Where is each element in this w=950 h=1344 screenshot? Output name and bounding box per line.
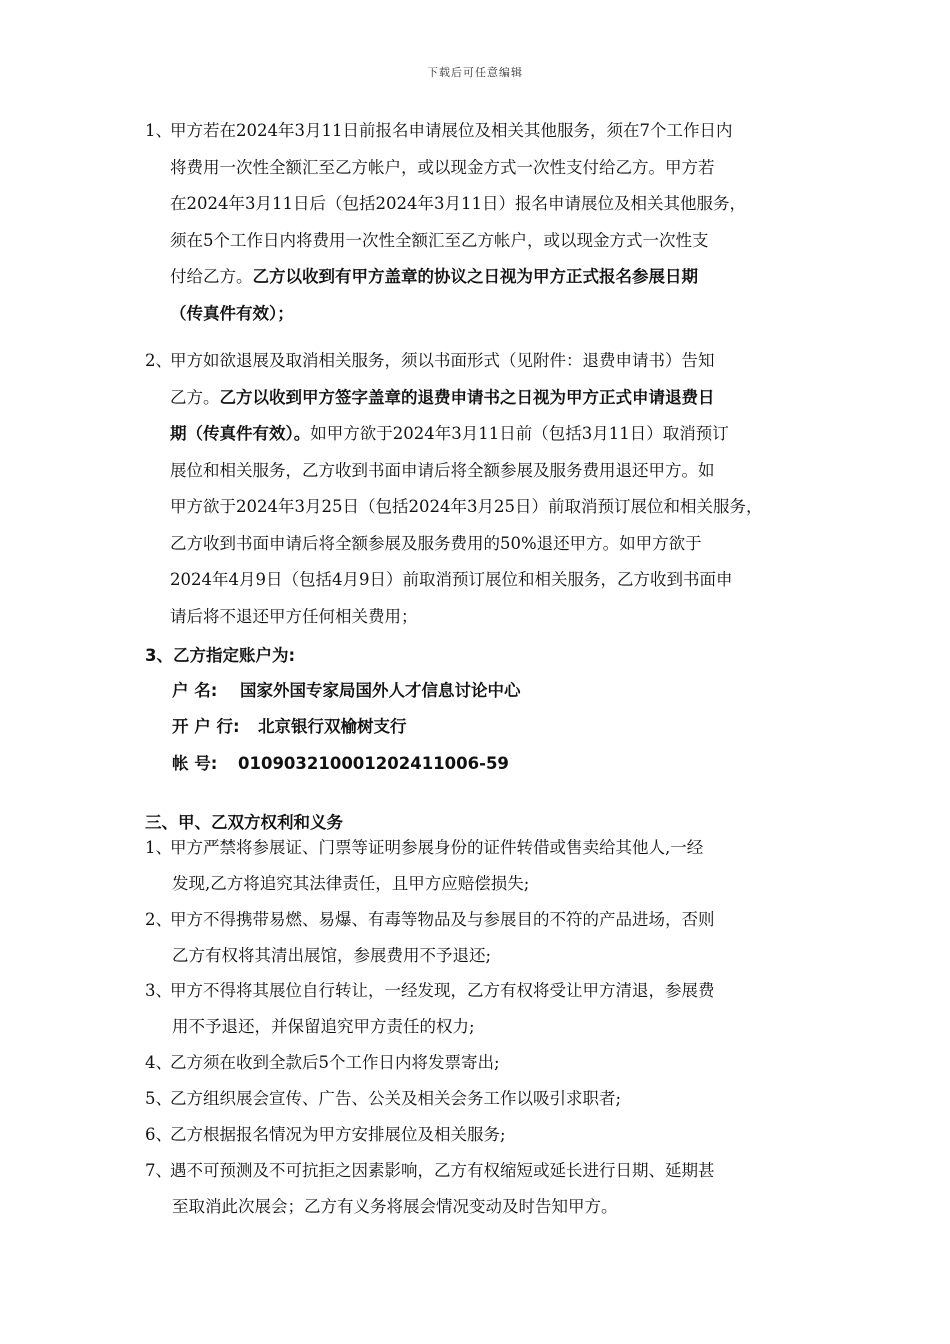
item-line: 发现,乙方将追究其法律责任，且甲方应赔偿损失; [172, 874, 530, 893]
text-segment: 2024年4月9日（包括4月9日）前取消预订展位和相关服务，乙方收到书面申 [170, 570, 733, 589]
clause-line [170, 120, 732, 142]
section-title: 三、甲、乙双方权利和义务 [145, 813, 343, 832]
account-bank-label: 开 户 行: [172, 717, 240, 736]
bold-text: 乙方以收到有甲方盖章的协议之日视为甲方正式报名参展日期 [252, 267, 698, 286]
clause-line [170, 387, 715, 409]
text-segment: 甲方若在2024年3月11日前报名申请展位及相关其他服务，须在7个工作日内 [170, 121, 733, 140]
text-segment: 乙方收到书面申请后将全额参展及服务费用的50%退还甲方。如甲方欲于 [170, 533, 702, 553]
item-number: 3、 [145, 981, 172, 1000]
text-segment: 甲方欲于2024年3月25日（包括2024年3月25日）前取消预订展位和相关服务， [170, 497, 763, 516]
item-line: 乙方有权将其清出展馆，参展费用不予退还; [172, 946, 492, 965]
account-heading: 3、乙方指定账户为: [145, 646, 296, 665]
account-number-value: 0109032100012024110​06-59 [238, 754, 509, 773]
text-segment: 付给乙方。 [170, 267, 253, 286]
bold-text: （传真件有效）； [170, 303, 294, 323]
item-line: 甲方严禁将参展证、门票等证明参展身份的证件转借或售卖给其他人,一经 [170, 838, 704, 857]
account-name-value: 国家外国专家局国外人才信息讨论中心 [240, 681, 521, 700]
item-line: 用不予退还，并保留追究甲方责任的权力; [172, 1017, 475, 1036]
text-segment: 请后将不退还甲方任何相关费用； [170, 606, 418, 626]
clause-number: 2、 [145, 351, 172, 370]
clause-line [170, 533, 702, 555]
text-segment: 如甲方欲于2024年3月11日前（包括3月11日）取消预订 [310, 424, 729, 443]
text-segment: 乙方。 [170, 387, 220, 407]
clause-line [170, 606, 418, 628]
item-line: 乙方须在收到全款后5个工作日内将发票寄出; [170, 1053, 500, 1072]
item-number: 5、 [145, 1089, 172, 1108]
item-line: 甲方不得携带易燃、易爆、有毒等物品及与参展目的不符的产品进场，否则 [170, 910, 715, 929]
item-line: 遇不可预测及不可抗拒之因素影响，乙方有权缩短或延长进行日期、延期甚 [170, 1161, 715, 1180]
text-segment: 须在5个工作日内将费用一次性全额汇至乙方帐户，或以现金方式一次性支 [170, 230, 709, 250]
clause-line [170, 460, 715, 482]
bold-text: 乙方以收到甲方签字盖章的退费申请书之日视为甲方正式申请退费日 [219, 387, 715, 407]
clause-number: 1、 [145, 121, 172, 140]
page-header: 下载后可任意编辑 [427, 66, 523, 79]
item-line: 乙方根据报名情况为甲方安排展位及相关服务; [170, 1125, 506, 1144]
item-line: 甲方不得将其展位自行转让，一经发现，乙方有权将受让甲方清退，参展费 [170, 981, 715, 1000]
account-bank-value: 北京银行双榆树支行 [258, 717, 407, 736]
text-segment: 展位和相关服务，乙方收到书面申请后将全额参展及服务费用退还甲方。如 [170, 460, 715, 480]
clause-line [170, 496, 762, 518]
clause-line [170, 423, 729, 445]
clause-line [170, 157, 715, 179]
account-name-label: 户 名: [172, 681, 218, 700]
clause-line [170, 569, 732, 591]
clause-line [170, 350, 715, 372]
item-number: 2、 [145, 910, 172, 929]
clause-line [170, 266, 698, 288]
item-number: 1、 [145, 838, 172, 857]
clause-line [170, 230, 709, 252]
item-line: 乙方组织展会宣传、广告、公关及相关会务工作以吸引求职者; [170, 1089, 622, 1108]
item-number: 7、 [145, 1161, 172, 1180]
text-segment: 将费用一次性全额汇至乙方帐户，或以现金方式一次性支付给乙方。甲方若 [170, 157, 715, 177]
text-segment: 在2024年3月11日后（包括2024年3月11日）报名申请展位及相关其他服务， [170, 194, 746, 213]
item-line: 至取消此次展会；乙方有义务将展会情况变动及时告知甲方。 [172, 1197, 618, 1216]
item-number: 4、 [145, 1053, 172, 1072]
bold-text: 期（传真件有效）。 [170, 424, 311, 443]
clause-line [170, 303, 294, 325]
account-number-label: 帐 号: [172, 754, 218, 773]
item-number: 6、 [145, 1125, 172, 1144]
text-segment: 甲方如欲退展及取消相关服务，须以书面形式（见附件：退费申请书）告知 [170, 351, 715, 370]
clause-line [170, 193, 746, 215]
